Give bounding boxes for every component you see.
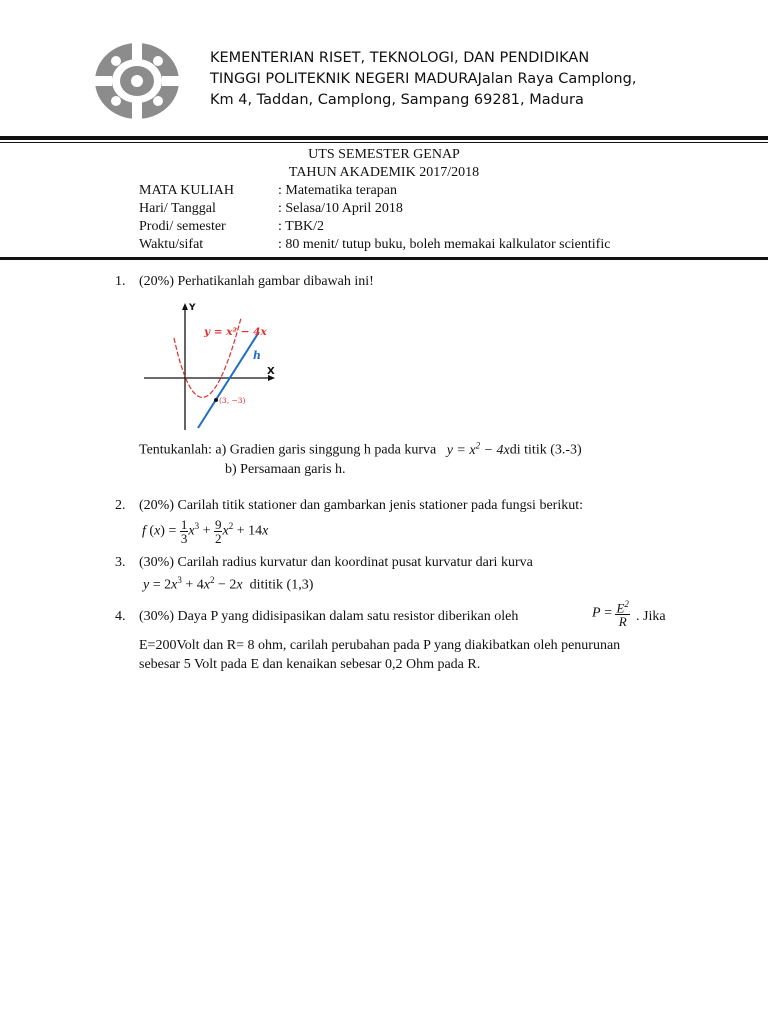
q3-equation: y [143,577,150,593]
header-divider-thin [0,142,768,143]
q1-part-b: b) Persamaan garis h. [225,462,346,477]
q4-number: 4. [115,609,126,624]
q2-text: (20%) Carilah titik stationer dan gambarkan jenis stationer pada fungsi berikut: [139,498,583,513]
institution-logo [94,42,180,120]
info-divider [0,257,768,260]
q2-number: 2. [115,498,126,513]
x-axis-label: X [267,366,275,377]
q3-text: (30%) Carilah radius kurvatur dan koordinat pusat kurvatur dari kurva [139,555,533,570]
y-axis-arrow [182,303,188,310]
q1-part-a-text: Tentukanlah: a) Gradien garis singgung h pada kurva [139,442,437,458]
q1-text: (20%) Perhatikanlah gambar dibawah ini! [139,274,374,289]
header-address: Km 4, Taddan, Camplong, Sampang 69281, Madura [210,92,584,108]
q4-power-formula: P = $\frac{E^2}{R}$ [592,599,629,630]
q3-number: 3. [115,555,126,570]
tangent-line-h [198,332,259,428]
field-value-program: : TBK/2 [278,219,325,234]
header-ministry: KEMENTERIAN RISET, TEKNOLOGI, DAN PENDIDIKAN [210,50,590,66]
q2-function: f (x) = $\frac{1}{3}$ $x^3$ + $\frac{9}{2}$ $x^2 + 14x$ [142,517,269,546]
q3-point: dititik (1,3) [249,577,314,593]
field-value-time: : 80 menit/ tutup buku, boleh memakai kalkulator scientific [278,237,611,252]
q4-line2: E=200Volt dan R= 8 ohm, carilah perubahan pada P yang diakibatkan oleh penurunan [139,638,621,653]
q1-curve-equation: $y = x^2 - 4x$ [439,440,510,458]
curve-label: y = x² − 4x [204,326,267,338]
field-value-date: : Selasa/10 April 2018 [278,201,403,216]
point-label: (3, −3) [219,396,246,405]
q1-part-a-point: di titik (3.-3) [509,442,582,458]
header-divider [0,136,768,140]
field-value-course: : Matematika terapan [278,183,397,198]
q4-line3: sebesar 5 Volt pada E dan kenaikan sebesar 0,2 Ohm pada R. [139,657,481,672]
tangent-point [214,398,218,402]
q4-text-pre: (30%) Daya P yang didisipasikan dalam satu resistor diberikan oleh [139,609,519,624]
field-label-program: Prodi/ semester [139,219,226,234]
field-label-time: Waktu/sifat [139,237,204,252]
y-axis-label: Y [189,303,196,313]
q3-equation-line: $y = 2x^3 + 4x^2 - 2x$ dititik (1,3) [143,575,314,593]
field-label-course: MATA KULIAH [139,183,234,198]
q4-text-post: . Jika [636,609,666,624]
q1-number: 1. [115,274,126,289]
exam-title: UTS SEMESTER GENAP [308,147,460,162]
header-institution: TINGGI POLITEKNIK NEGERI MADURAJalan Raya Camplong, [210,71,637,87]
q1-figure [140,300,280,435]
exam-year: TAHUN AKADEMIK 2017/2018 [288,165,480,180]
line-h-label: h [253,349,261,362]
q1-part-a [139,440,582,459]
field-label-date: Hari/ Tanggal [139,201,216,216]
